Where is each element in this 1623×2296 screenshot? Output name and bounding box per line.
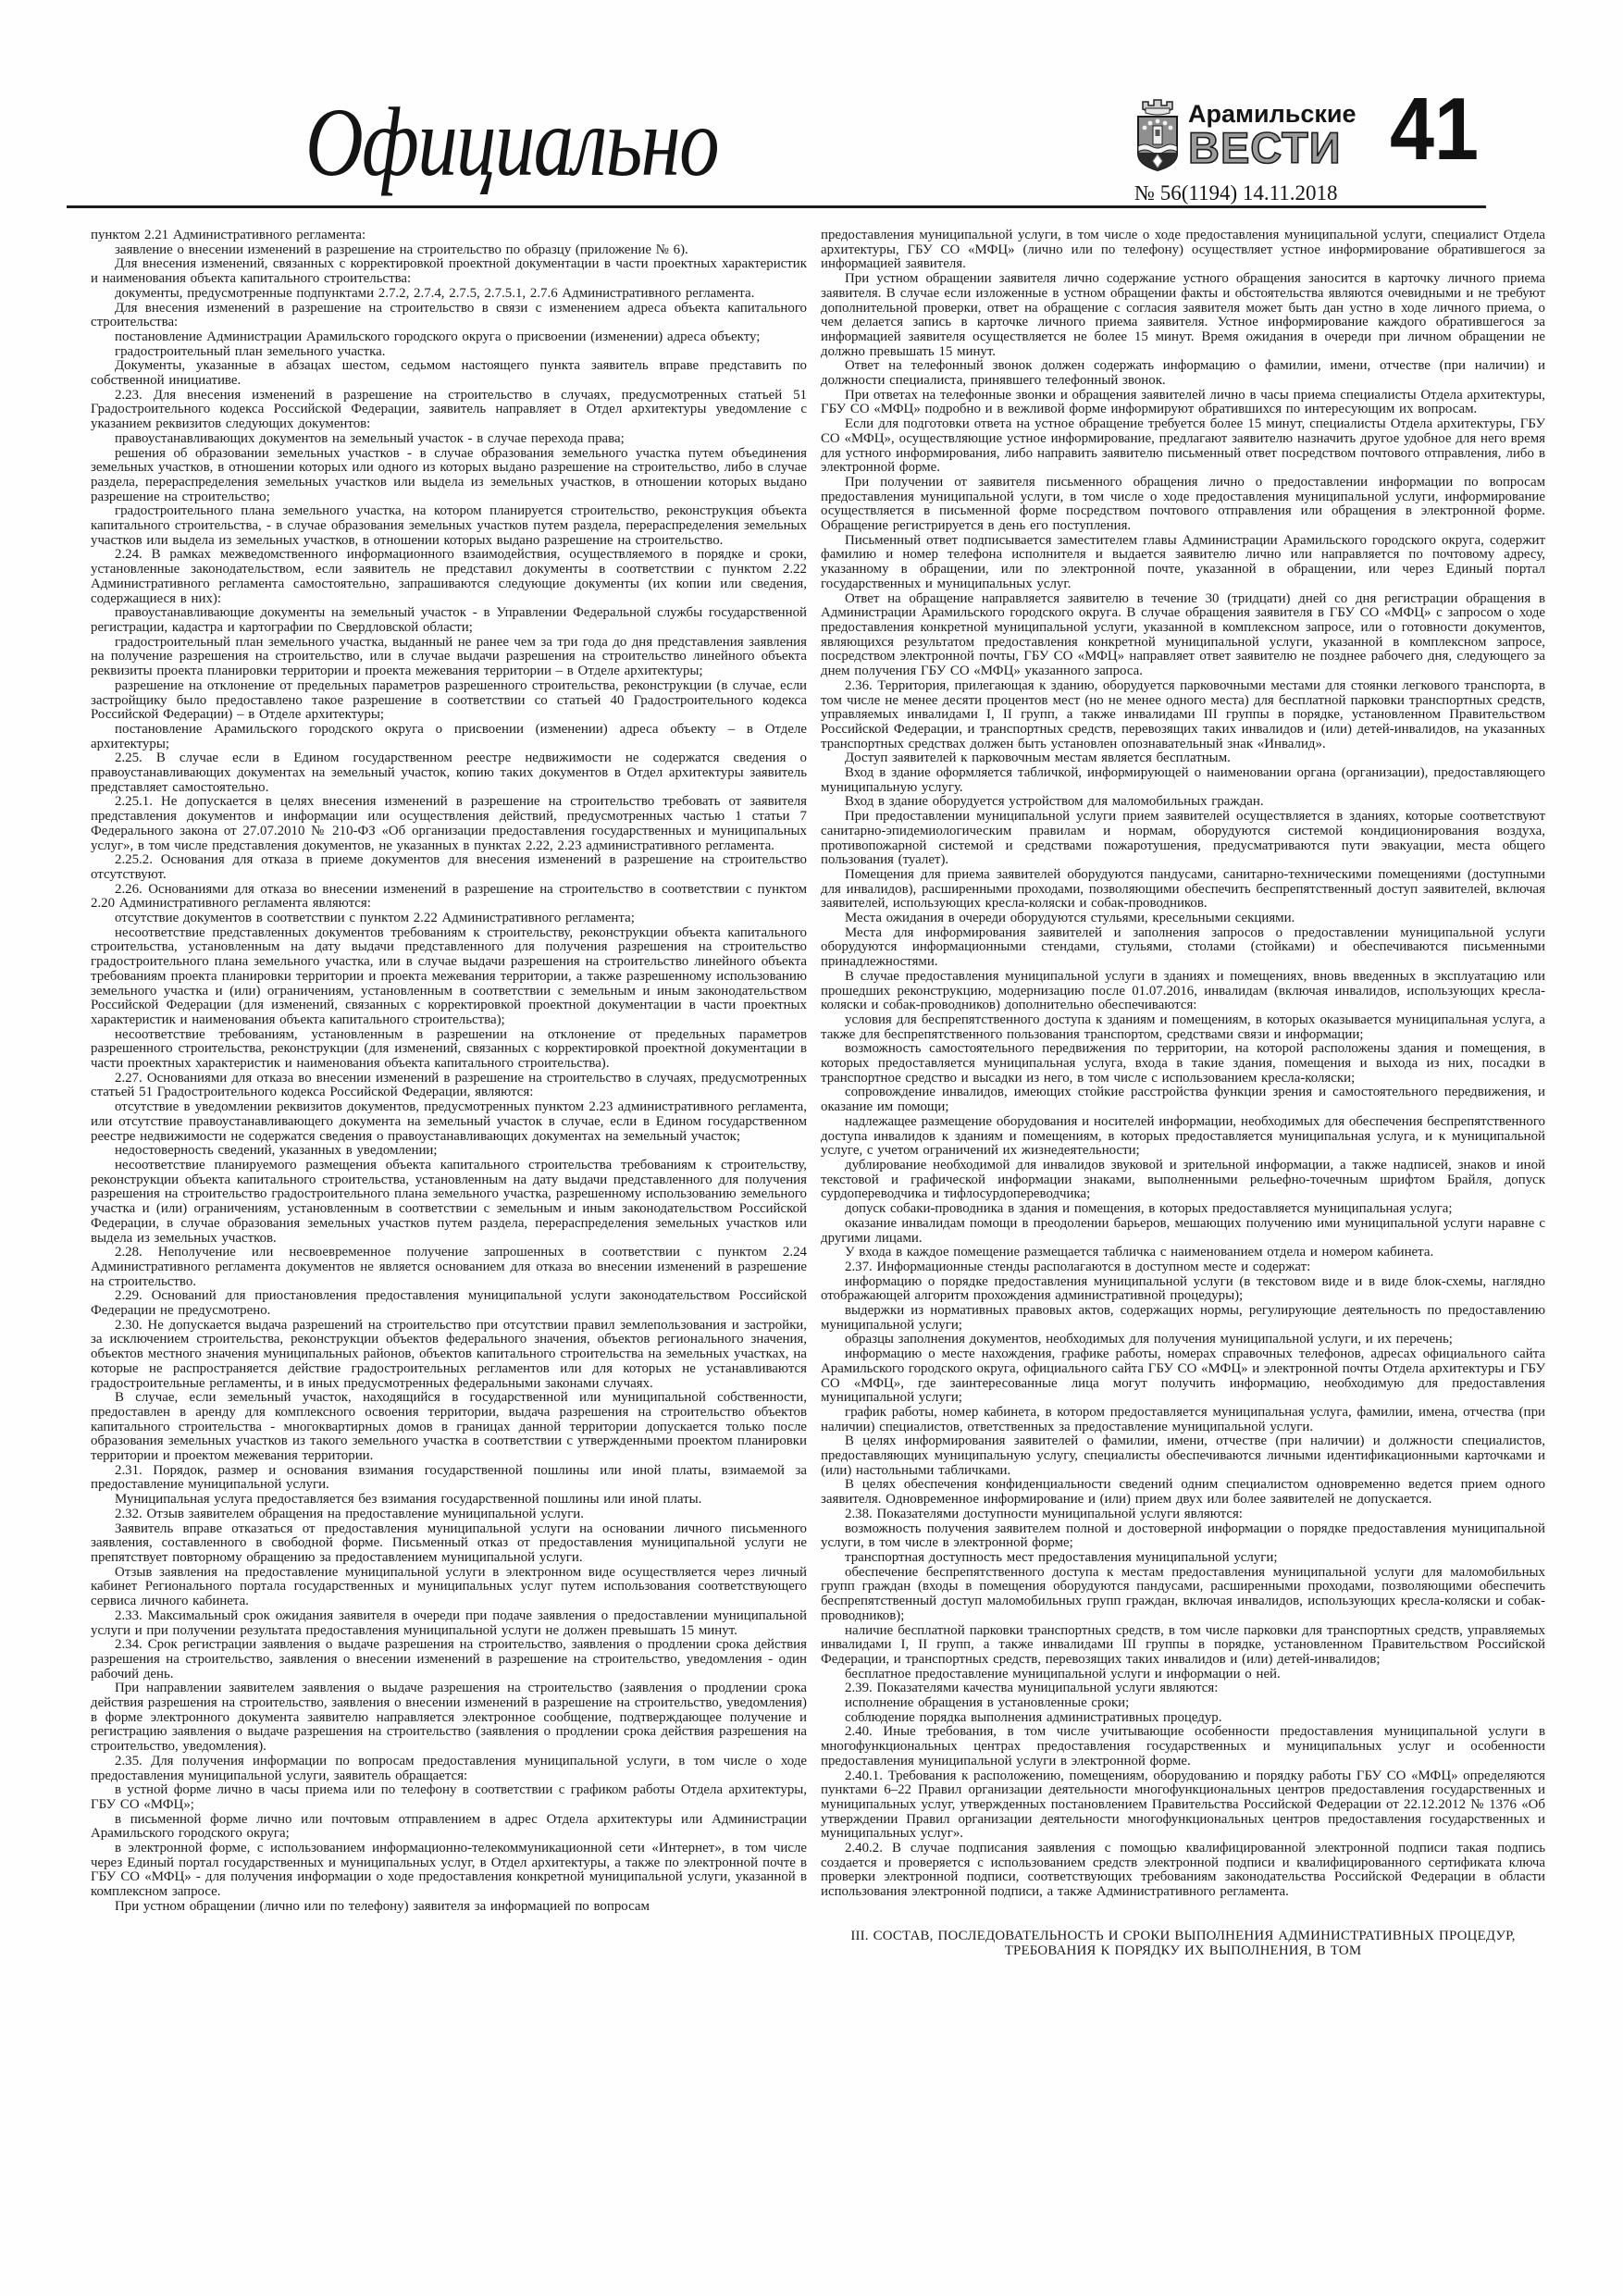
paragraph: Муниципальная услуга предоставляется без взимания государственной пошлины или иной платы. xyxy=(115,1492,702,1508)
paragraph: исполнение обращения в установленные сроки; xyxy=(845,1695,1130,1711)
paragraph: Места для информирования заявителей и заполнения запросов о предоставлении муниципальной услуги оборудуются информационными стендами, стульями, столами (стойками) и обеспечиваются письменными принадлежностями. xyxy=(821,925,1545,970)
paragraph: отсутствие документов в соответствии с пунктом 2.22 Административного регламента; xyxy=(115,911,635,926)
paragraph: 2.32. Отзыв заявителем обращения на предоставление муниципальной услуги. xyxy=(115,1506,584,1521)
paragraph: постановление Арамильского городского округа о присвоении (изменении) адреса объекту – в Отделе архитектуры; xyxy=(91,721,807,751)
paragraph: Вход в здание оформляется табличкой, информирующей о наименовании органа (организации), предоставляющего муниципальную услугу. xyxy=(821,765,1545,795)
paragraph: дублирование необходимой для инвалидов звуковой и зрительной информации, а также надписей, знаков и иной текстовой и графической информации знаками, выполненными рельефно-точечным шрифтом Брайля, допуск сурдопереводчика и тифлосурдопереводчика; xyxy=(821,1158,1545,1202)
paragraph: Ответ на телефонный звонок должен содержать информацию о фамилии, имени, отчестве (при наличии) и должности специалиста, принявшего телефонный звонок. xyxy=(821,358,1545,389)
masthead xyxy=(0,0,1623,213)
paragraph: Доступ заявителей к парковочным местам является бесплатным. xyxy=(845,751,1231,766)
paragraph: обеспечение беспрепятственного доступа к местам предоставления муниципальной услуги для маломобильных групп граждан (входы в помещения оборудуются пандусами, расширенными проходами, позволяющими обеспечить беспрепятственный доступ маломобильных групп граждан, включая инвалидов, использующих кресла-коляски и собак-проводников); xyxy=(821,1564,1545,1623)
paragraph: При устном обращении заявителя лично содержание устного обращения заносится в карточку личного приема заявителя. В случае если изложенные в устном обращении факты и обстоятельства являются очевидными и не требуют дополнительной проверки, ответ на обращение с согласия заявителя может быть дан устно в ходе личного приема, о чем делается запись в карточке личного приема заявителя. Устное информирование каждого обратившегося за информацией заявителя осуществляется не более 15 минут. Время ожидания в очереди при личном обращении не должно превышать 15 минут. xyxy=(821,271,1545,359)
paragraph: недостоверность сведений, указанных в уведомлении; xyxy=(115,1143,438,1159)
right-column xyxy=(821,229,1545,2246)
paragraph: оказание инвалидам помощи в преодолении барьеров, мешающих получению ими муниципальной услуги наравне с другими лицами. xyxy=(821,1215,1545,1246)
paragraph: образцы заполнения документов, необходимых для получения муниципальной услуги, и их перечень; xyxy=(845,1332,1453,1347)
newspaper-logo xyxy=(1131,96,1371,184)
paragraph: несоответствие требованиям, установленным в разрешении на отклонение от предельных параметров разрешенного строительства, реконструкции (для изменений, связанных с корректировкой проектной документации в части проектных характеристик и наименования объекта капитального строительства). xyxy=(91,1026,807,1072)
paragraph: 2.28. Неполучение или несвоевременное получение запрошенных в соответствии с пунктом 2.24 Административного регламента документов не является основанием для отказа во внесении изменений в разрешение на строительство. xyxy=(91,1245,807,1289)
newspaper-name-top: Арамильские xyxy=(1188,100,1357,128)
issue-date: № 56(1194) 14.11.2018 xyxy=(1134,181,1338,205)
paragraph: выдержки из нормативных правовых актов, содержащих нормы, регулирующие деятельность по предоставлению муниципальной услуги; xyxy=(821,1303,1545,1333)
paragraph: возможность самостоятельного передвижения по территории, на которой расположены здания и помещения, в которых предоставляется муниципальная услуга, входа в такие здания, помещения и выхода из них, посадки в транспортное средство и высадки из него, в том числе с использованием кресла-коляски; xyxy=(821,1041,1545,1086)
paragraph: В случае, если земельный участок, находящийся в государственной или муниципальной собственности, предоставлен в аренду для комплексного освоения территории, выдача разрешения на строительство объектов капитального строительства - многоквартирных домов в границах данной территории допускается только после образования земельных участков из такого земельного участка в соответствии с утвержденными проектом планировки территории и проектом межевания территории. xyxy=(91,1390,807,1464)
section-title: Официально xyxy=(305,88,718,196)
paragraph: 2.35. Для получения информации по вопросам предоставления муниципальной услуги, в том числе о ходе предоставления муниципальной услуги, заявитель обращается: xyxy=(91,1753,807,1783)
paragraph: 2.38. Показателями доступности муниципальной услуги являются: xyxy=(845,1506,1243,1521)
paragraph: в письменной форме лично или почтовым отправлением в адрес Отдела архитектуры или Администрации Арамильского городского округа; xyxy=(91,1811,807,1842)
paragraph: Письменный ответ подписывается заместителем главы Администрации Арамильского городского округа, содержит фамилию и номер телефона исполнителя и выдается заявителю лично или направляется по почтовому адресу, указанному в обращении, или по электронной почте, указанной в обращении, или через Единый портал государственных и муниципальных услуг. xyxy=(821,532,1545,591)
paragraph: график работы, номер кабинета, в котором предоставляется муниципальная услуга, фамилии, имена, отчества (при наличии) специалистов, ответственных за предоставление муниципальной услуги. xyxy=(821,1404,1545,1434)
paragraph: бесплатное предоставление муниципальной услуги и информации о ней. xyxy=(845,1666,1281,1682)
paragraph: информацию о порядке предоставления муниципальной услуги (в текстовом виде и в виде блок-схемы, наглядно отображающей алгоритм прохождения административной процедуры); xyxy=(821,1273,1545,1304)
paragraph: наличие бесплатной парковки транспортных средств, в том числе парковки для транспортных средств, управляемых инвалидами I, II групп, а также инвалидами III группы в порядке, установленном Правительством Российской Федерации, и транспортных средств, перевозящих таких инвалидов и (или) детей-инвалидов; xyxy=(821,1622,1545,1667)
paragraph: правоустанавливающие документы на земельный участок - в Управлении Федеральной службы государственной регистрации, кадастра и картографии по Свердловской области; xyxy=(91,605,807,635)
aramil-crest-icon xyxy=(1131,96,1184,184)
paragraph: надлежащее размещение оборудования и носителей информации, необходимых для обеспечения беспрепятственного доступа инвалидов к зданиям и помещениям, в которых предоставляется муниципальная услуга, и к муниципальной услуге, с учетом ограничений их жизнедеятельности; xyxy=(821,1113,1545,1159)
section-heading: III. СОСТАВ, ПОСЛЕДОВАТЕЛЬНОСТЬ И СРОКИ ВЫПОЛНЕНИЯ АДМИНИСТРАТИВНЫХ ПРОЦЕДУР, ТРЕБОВАНИЯ К ПОРЯДКУ ИХ ВЫПОЛНЕНИЯ, В ТОМ xyxy=(850,1928,1516,1958)
paragraph: пунктом 2.21 Административного регламента: xyxy=(91,229,366,242)
paragraph: 2.36. Территория, прилегающая к зданию, оборудуется парковочными местами для стоянки легкового транспорта, в том числе не менее десяти процентов мест (но не менее одного места) для бесплатной парковки транспортных средств, управляемых инвалидами I, II групп, а также инвалидами III группы в порядке, установленном Правительством Российской Федерации, и транспортных средств, перевозящих таких инвалидов и (или) детей-инвалидов, на указанных транспортных средствах должен быть установлен опознавательный знак «Инвалид». xyxy=(821,677,1545,751)
paragraph: 2.25.1. Не допускается в целях внесения изменений в разрешение на строительство требовать от заявителя представления документов и информации или осуществления действий, предусмотренных частью 1 статьи 7 Федерального закона от 27.07.2010 № 210-ФЗ «Об организации предоставления государственных и муниципальных услуг», в том числе представления документов, не указанных в пунктах 2.22, 2.23 административного регламента. xyxy=(91,794,807,853)
masthead-rule xyxy=(67,205,1486,208)
paragraph: 2.37. Информационные стенды располагаются в доступном месте и содержат: xyxy=(845,1259,1311,1274)
paragraph: транспортная доступность мест предоставления муниципальной услуги; xyxy=(845,1549,1278,1565)
paragraph: градостроительного плана земельного участка, на котором планируется строительство, реконструкция объекта капитального строительства, - в случае образования земельных участков путем раздела, перераспределения земельных участков или выдела из земельных участков, в отношении которых выдано разрешение на строительство. xyxy=(91,503,807,548)
paragraph: 2.25.2. Основания для отказа в приеме документов для внесения изменений в разрешение на строительство отсутствуют. xyxy=(91,852,807,882)
paragraph: предоставления муниципальной услуги, в том числе о ходе предоставления муниципальной услуги, специалист Отдела архитектуры, ГБУ СО «МФЦ» (лично или по телефону) осуществляет устное информирование обратившегося за информацией заявителя. xyxy=(821,229,1545,272)
paragraph: разрешение на отклонение от предельных параметров разрешенного строительства, реконструкции (в случае, если застройщику было предоставлено такое разрешение в соответствии со статьей 40 Градостроительного кодекса Российской Федерации) – в Отделе архитектуры; xyxy=(91,677,807,723)
paragraph: 2.31. Порядок, размер и основания взимания государственной пошлины или иной платы, взимаемой за предоставление муниципальной услуги. xyxy=(91,1462,807,1493)
paragraph: 2.40.2. В случае подписания заявления с помощью квалифицированной электронной подписи такая подпись создается и проверяется с использованием средств электронной подписи и квалифицированного сертификата ключа проверки электронной подписи, соответствующих требованиям законодательства Российской Федерации в области использования электронной подписи, а также Административного регламента. xyxy=(821,1841,1545,1900)
left-column xyxy=(91,229,807,2246)
paragraph: условия для беспрепятственного доступа к зданиям и помещениям, в которых оказывается муниципальная услуга, а также для беспрепятственного пользования транспортом, средствами связи и информации; xyxy=(821,1011,1545,1042)
paragraph: Ответ на обращение направляется заявителю в течение 30 (тридцати) дней со дня регистрации обращения в Администрации Арамильского городского округа. В случае обращения заявителя в ГБУ СО «МФЦ» с запросом о ходе предоставления конкретной муниципальной услуги, указанной в комплексном запросе, или о готовности документов, являющихся результатом предоставления конкретной муниципальной услуги, указанной в комплексном запросе, посредством электронной почты, ГБУ СО «МФЦ» направляет ответ заявителю не позднее рабочего дня, следующего за днем получения ГБУ СО «МФЦ» указанного запроса. xyxy=(821,590,1545,679)
page-number: 41 xyxy=(1390,80,1480,179)
paragraph: градостроительный план земельного участка. xyxy=(115,343,386,359)
paragraph: При получении от заявителя письменного обращения лично о предоставлении информации по вопросам предоставления муниципальной услуги, в том числе о ходе предоставления муниципальной услуги, информирование осуществляется в письменной форме посредством почтового отправления или обращения в электронной форме. Обращение регистрируется в день его поступления. xyxy=(821,474,1545,534)
paragraph: При предоставлении муниципальной услуги прием заявителей осуществляется в зданиях, которые соответствуют санитарно-эпидемиологическим правилам и нормам, оборудуются системой кондиционирования воздуха, противопожарной системой и средствами пожаротушения, предусматриваются пути эвакуации, места общего пользования (туалет). xyxy=(821,809,1545,868)
paragraph: 2.30. Не допускается выдача разрешений на строительство при отсутствии правил землепользования и застройки, за исключением строительства, реконструкции объектов федерального значения, объектов регионального значения, объектов местного значения муниципальных районов, объектов капитального строительства на земельных участках, на которые не распространяется действие градостроительных регламентов или для которых не устанавливаются градостроительные регламенты, и в иных предусмотренных федеральными законами случаях. xyxy=(91,1317,807,1391)
newspaper-name-main: ВЕСТИ xyxy=(1188,123,1342,172)
paragraph: постановление Администрации Арамильского городского округа о присвоении (изменении) адреса объекту; xyxy=(115,329,761,344)
paragraph: 2.23. Для внесения изменений в разрешение на строительство в случаях, предусмотренных статьей 51 Градостроительного кодекса Российской Федерации, заявитель направляет в Отдел архитектуры уведомление с указанием реквизитов следующих документов: xyxy=(91,387,807,432)
paragraph: Документы, указанные в абзацах шестом, седьмом настоящего пункта заявитель вправе представить по собственной инициативе. xyxy=(91,358,807,389)
paragraph: 2.24. В рамках межведомственного информационного взаимодействия, осуществляемого в порядке и сроки, установленные законодательством, если заявитель не представил документы в соответствии с пунктом 2.22 Административного регламента самостоятельно, запрашиваются следующие документы (их копии или сведения, содержащиеся в них): xyxy=(91,547,807,606)
paragraph: в устной форме лично в часы приема или по телефону в соответствии с графиком работы Отдела архитектуры, ГБУ СО «МФЦ»; xyxy=(91,1782,807,1812)
paragraph: Заявитель вправе отказаться от предоставления муниципальной услуги на основании личного письменного заявления, составленного в свободной форме. Письменный отказ от предоставления муниципальной услуги не препятствует повторному обращению за предоставлением муниципальной услуги. xyxy=(91,1520,807,1565)
paragraph: Для внесения изменений, связанных с корректировкой проектной документации в части проектных характеристик и наименования объекта капитального строительства: xyxy=(91,256,807,287)
paragraph: правоустанавливающих документов на земельный участок - в случае перехода права; xyxy=(115,430,625,446)
paragraph: В случае предоставления муниципальной услуги в зданиях и помещениях, вновь введенных в эксплуатацию или прошедших реконструкцию, модернизацию после 01.07.2016, инвалидам (включая инвалидов, использующих кресла-коляски и собак-проводников) дополнительно обеспечиваются: xyxy=(821,968,1545,1013)
paragraph: Вход в здание оборудуется устройством для маломобильных граждан. xyxy=(845,794,1264,810)
paragraph: В целях обеспечения конфиденциальности сведений одним специалистом одновременно ведется прием одного заявителя. Одновременное информирование и (или) прием двух или более заявителей не допускается. xyxy=(821,1477,1545,1508)
paragraph: Если для подготовки ответа на устное обращение требуется более 15 минут, специалисты Отдела архитектуры, ГБУ СО «МФЦ», осуществляющие устное информирование, предлагают заявителю назначить другое удобное для него время для устного информирования, либо направить заявителю письменный ответ посредством почтового отправления, либо в электронной форме. xyxy=(821,416,1545,476)
paragraph: При направлении заявителем заявления о выдаче разрешения на строительство (заявления о продлении срока действия разрешения на строительство, заявления о внесении изменений в разрешение на строительство, уведомления) в форме электронного документа заявителю направляется электронное сообщение, подтверждающее получение и регистрацию заявления о выдаче разрешения на строительство (заявления о продлении срока действия разрешения на строительство, уведомления). xyxy=(91,1681,807,1755)
paragraph: информацию о месте нахождения, графике работы, номерах справочных телефонов, адресах официального сайта Арамильского городского округа, официального сайта ГБУ СО «МФЦ» и электронной почты Отдела архитектуры и ГБУ СО «МФЦ», где заинтересованные лица могут получить информацию, необходимую для предоставления муниципальной услуги; xyxy=(821,1347,1545,1406)
paragraph: 2.40.1. Требования к расположению, помещениям, оборудованию и порядку работы ГБУ СО «МФЦ» определяются пунктами 6–22 Правил организации деятельности многофункциональных центров предоставления государственных и муниципальных услуг, утвержденных постановлением Правительства Российской Федерации от 22.12.2012 № 1376 «Об утверждении Правил организации деятельности многофункциональных центров предоставления государственных и муниципальных услуг». xyxy=(821,1768,1545,1842)
paragraph: Для внесения изменений в разрешение на строительство в связи с изменением адреса объекта капитального строительства: xyxy=(91,300,807,330)
paragraph: 2.25. В случае если в Едином государственном реестре недвижимости не содержатся сведения о правоустанавливающих документах на земельный участок, копию таких документов в Отдел архитектуры заявитель представляет самостоятельно. xyxy=(91,751,807,795)
paragraph: несоответствие планируемого размещения объекта капитального строительства требованиям к строительству, реконструкции объекта капитального строительства, установленным на дату выдачи представленного для получения разрешения на строительство градостроительного плана земельного участка, разрешенному использованию земельного участка и (или) ограничениям, установленным в соответствии с земельным и иным законодательством Российской Федерации, в случае образования земельных участков путем раздела, перераспределения земельных участков или выдела из земельных участков. xyxy=(91,1158,807,1246)
paragraph: 2.29. Оснований для приостановления предоставления муниципальной услуги законодательством Российской Федерации не предусмотрено. xyxy=(91,1288,807,1319)
paragraph: градостроительный план земельного участка, выданный не ранее чем за три года до дня представления заявления на получение разрешения на строительство, или в случае выдачи разрешения на строительство линейного объекта реквизиты проекта планировки территории и проекта межевания территории – в Отделе архитектуры; xyxy=(91,634,807,679)
paragraph: соблюдение порядка выполнения административных процедур. xyxy=(845,1709,1222,1725)
paragraph: 2.27. Основаниями для отказа во внесении изменений в разрешение на строительство в случаях, предусмотренных статьей 51 Градостроительного кодекса Российской Федерации, являются: xyxy=(91,1070,807,1100)
paragraph: 2.33. Максимальный срок ожидания заявителя в очереди при подаче заявления о предоставлении муниципальной услуги и при получении результата предоставления муниципальной услуги не должен превышать 15 минут. xyxy=(91,1607,807,1638)
paragraph: 2.26. Основаниями для отказа во внесении изменений в разрешение на строительство в соответствии с пунктом 2.20 Административного регламента являются: xyxy=(91,881,807,912)
paragraph: отсутствие в уведомлении реквизитов документов, предусмотренных пунктом 2.23 административного регламента, или отсутствие правоустанавливающего документа на земельный участок в случае, если в Едином государственном реестре недвижимости не содержатся сведения о правоустанавливающих документах на земельный участок; xyxy=(91,1099,807,1144)
paragraph: Места ожидания в очереди оборудуются стульями, кресельными секциями. xyxy=(845,911,1295,926)
paragraph: сопровождение инвалидов, имеющих стойкие расстройства функции зрения и самостоятельного передвижения, и оказание им помощи; xyxy=(821,1085,1545,1115)
paragraph: В целях информирования заявителей о фамилии, имени, отчестве (при наличии) и должности специалистов, предоставляющих муниципальную услугу, специалисты обеспечиваются личными идентификационными карточками и (или) настольными табличками. xyxy=(821,1433,1545,1478)
paragraph: Помещения для приема заявителей оборудуются пандусами, санитарно-техническими помещениями (доступными для инвалидов), расширенными проходами, позволяющими обеспечить беспрепятственный доступ заявителей, включая заявителей, использующих кресла-коляски и собак-проводников. xyxy=(821,866,1545,912)
paragraph: возможность получения заявителем полной и достоверной информации о порядке предоставления муниципальной услуги, в том числе в электронной форме; xyxy=(821,1520,1545,1551)
paragraph: Отзыв заявления на предоставление муниципальной услуги в электронном виде осуществляется через личный кабинет Регионального портала государственных и муниципальных услуг путем использования соответствующего сервиса личного кабинета. xyxy=(91,1564,807,1609)
paragraph: При ответах на телефонные звонки и обращения заявителей лично в часы приема специалисты Отдела архитектуры, ГБУ СО «МФЦ» подробно и в вежливой форме информируют обратившихся по интересующим их вопросам. xyxy=(821,387,1545,417)
paragraph: документы, предусмотренные подпунктами 2.7.2, 2.7.4, 2.7.5, 2.7.5.1, 2.7.6 Административного регламента. xyxy=(115,285,755,301)
paragraph: 2.34. Срок регистрации заявления о выдаче разрешения на строительство, заявления о продлении срока действия разрешения на строительство, заявления о внесении изменений в разрешение на строительство, уведомления - один рабочий день. xyxy=(91,1637,807,1682)
paragraph: При устном обращении (лично или по телефону) заявителя за информацией по вопросам xyxy=(115,1898,650,1914)
paragraph: решения об образовании земельных участков - в случае образования земельного участка путем объединения земельных участков, в отношении которых или одного из которых выдано разрешение на строительство, либо в случае раздела, перераспределения земельных участков или выдела из земельных участков, в отношении которых выдано разрешение на строительство; xyxy=(91,445,807,504)
paragraph: заявление о внесении изменений в разрешение на строительство по образцу (приложение № 6). xyxy=(115,242,688,257)
paragraph: в электронной форме, с использованием информационно-телекоммуникационной сети «Интернет», в том числе через Единый портал государственных и муниципальных услуг, в Отдел архитектуры, а также по электронной почте в ГБУ СО «МФЦ» - для получения информации о ходе предоставления конкретной муниципальной услуги, указанной в комплексном запросе. xyxy=(91,1841,807,1900)
newspaper-name xyxy=(1188,100,1357,172)
paragraph: 2.40. Иные требования, в том числе учитывающие особенности предоставления муниципальной услуги в многофункциональных центрах предоставления государственных и муниципальных услуг и особенности предоставления муниципальной услуги в электронной форме. xyxy=(821,1724,1545,1769)
paragraph: допуск собаки-проводника в здания и помещения, в которых предоставляется муниципальная услуга; xyxy=(845,1201,1453,1217)
paragraph: У входа в каждое помещение размещается табличка с наименованием отдела и номером кабинета. xyxy=(845,1245,1434,1260)
paragraph: несоответствие представленных документов требованиям к строительству, реконструкции объекта капитального строительства, установленным на дату выдачи представленного для получения разрешения на строительство градостроительного плана земельного участка, или в случае выдачи разрешения на строительство линейного объекта требованиям проекта планировки территории и проекта межевания территории, а также разрешенному использованию земельного участка и (или) ограничениям, установленным в соответствии с земельным и иным законодательством Российской Федерации (для изменений, связанных с корректировкой проектной документации в части проектных характеристик и наименования объекта капитального строительства); xyxy=(91,925,807,1027)
paragraph: 2.39. Показателями качества муниципальной услуги являются: xyxy=(845,1681,1219,1696)
